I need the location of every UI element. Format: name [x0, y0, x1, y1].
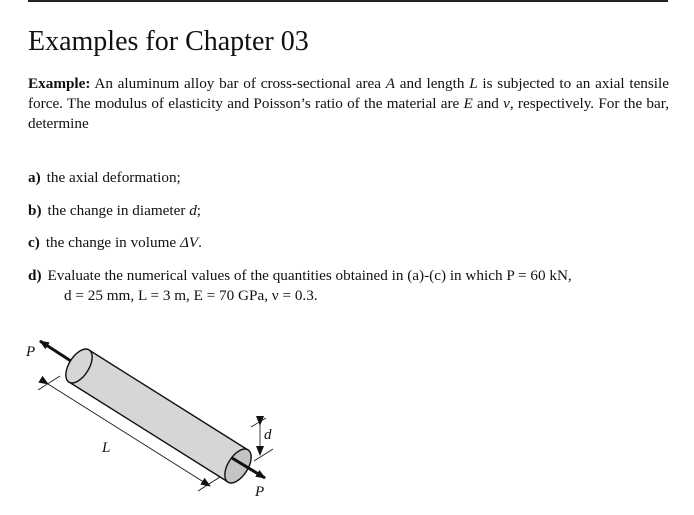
item-text-c-1: the change in volume: [45, 234, 180, 251]
var-modulus: E: [463, 95, 473, 112]
item-label-c: c): [28, 234, 40, 251]
item-label-a: a): [28, 169, 41, 186]
top-rule: [28, 0, 668, 2]
example-text-5: , respectively. For the bar, determine: [28, 95, 669, 132]
example-lead: Example:: [28, 75, 91, 92]
example-text-4: and: [472, 95, 504, 112]
label-length: L: [102, 440, 111, 456]
list-item-c: [28, 233, 202, 253]
item-text-b-2: ;: [196, 202, 202, 219]
item-var-c: ΔV: [179, 234, 199, 251]
item-text-d-2: d = 25 mm, L = 3 m, E = 70 GPa, ν = 0.3.: [64, 287, 318, 304]
label-diameter: d: [264, 427, 272, 443]
label-p-bottom: P: [255, 484, 265, 500]
label-p-top: P: [26, 344, 36, 360]
example-paragraph: [28, 74, 669, 134]
example-text-2: and length: [395, 75, 470, 92]
var-length: L: [469, 75, 478, 92]
item-label-d: d): [28, 267, 42, 284]
var-area: A: [385, 75, 396, 92]
diameter-ext-line-top: [251, 418, 266, 427]
force-arrow-top: [40, 341, 74, 363]
var-poisson: ν: [503, 95, 510, 112]
item-text-b-1: the change in diameter: [47, 202, 190, 219]
bar-body: [69, 350, 248, 482]
item-label-b: b): [28, 202, 42, 219]
diameter-ext-line-bottom: [254, 449, 273, 461]
bar-figure: [20, 330, 310, 510]
example-text-1: An aluminum alloy bar of cross-sectional area: [90, 75, 386, 92]
item-text-a: the axial deformation;: [46, 169, 181, 186]
example-text-3: is subjected to an axial tensile force. The modulus of elasticity and Poisson’s ratio of the material are: [28, 75, 669, 112]
item-text-c-2: .: [198, 234, 202, 251]
list-item-b: [28, 201, 201, 221]
length-ext-line-left: [38, 376, 60, 390]
item-text-d-1: Evaluate the numerical values of the quantities obtained in (a)-(c) in which P = 60 kN,: [47, 267, 572, 284]
length-ext-line-right: [198, 477, 220, 491]
item-var-b: d: [189, 202, 197, 219]
list-item-d: [28, 266, 669, 306]
list-item-a: [28, 168, 181, 188]
page-title: Examples for Chapter 03: [28, 26, 309, 57]
